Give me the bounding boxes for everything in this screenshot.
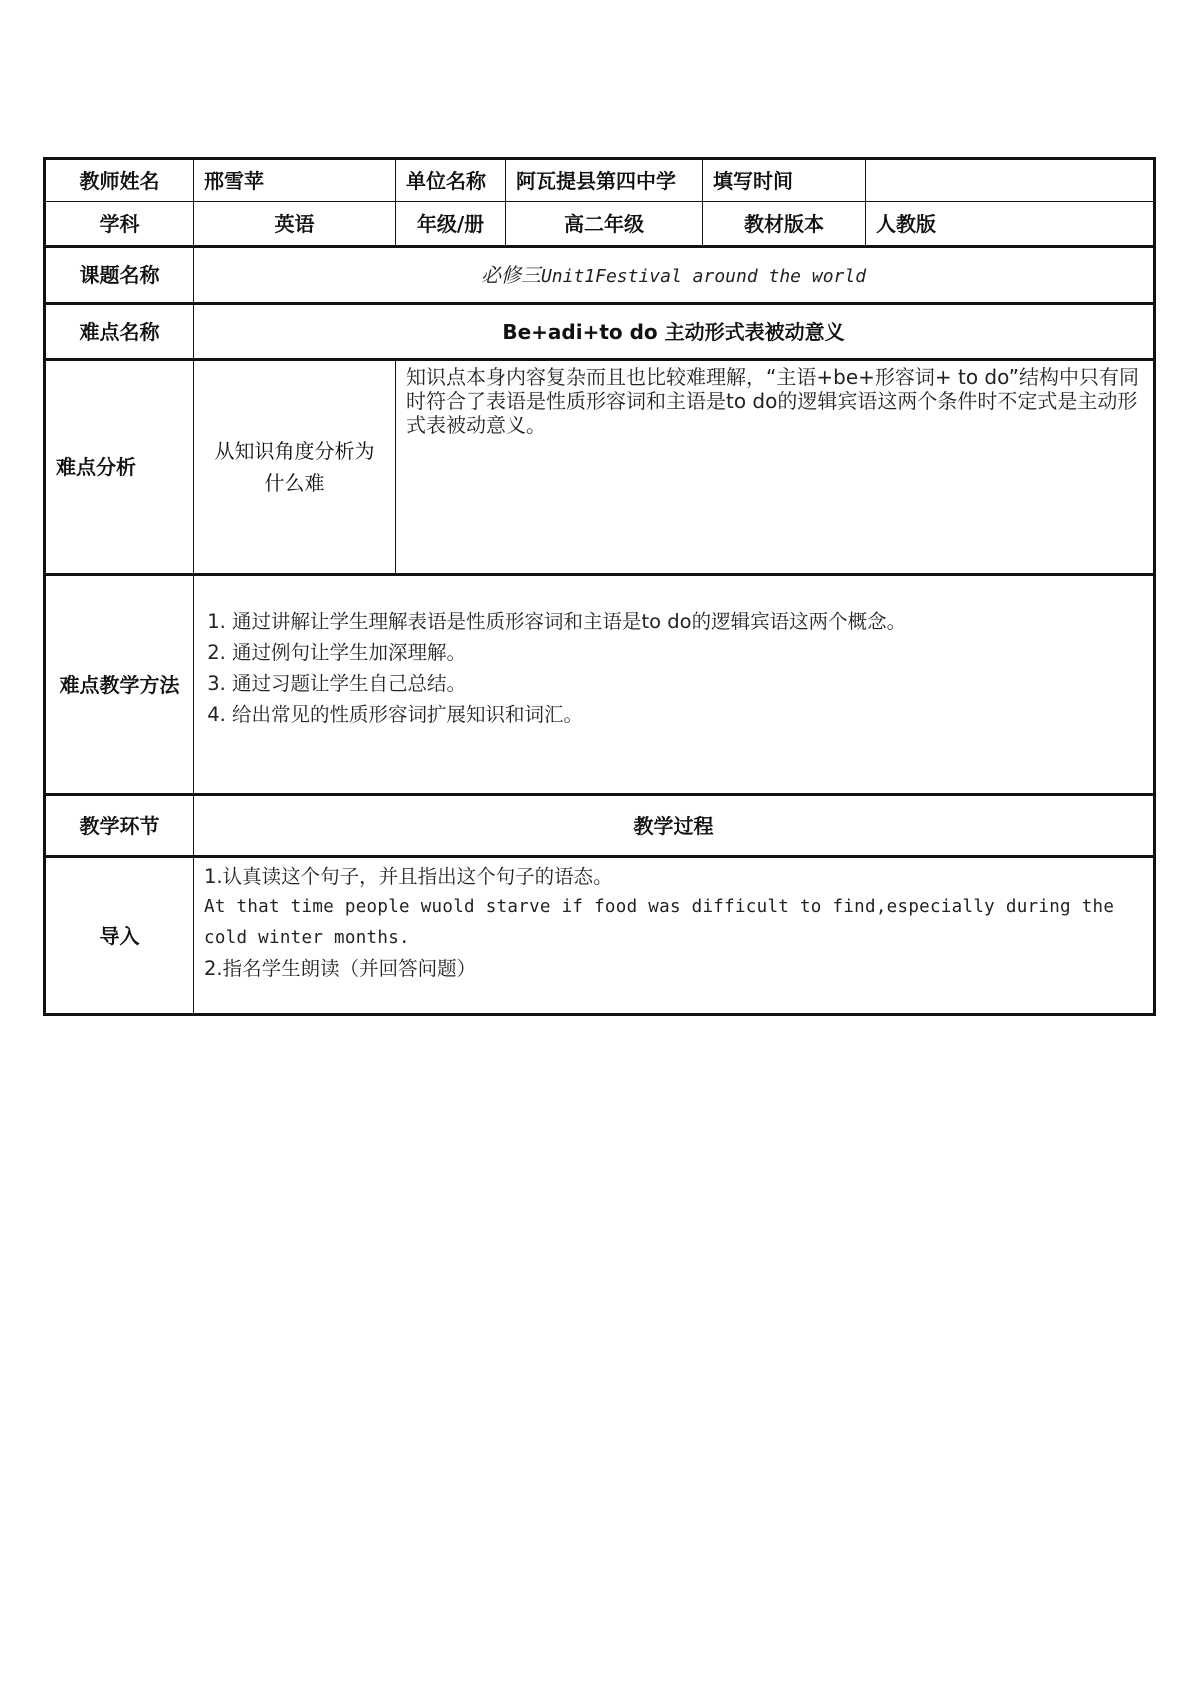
difficulty-label: 难点名称 — [45, 304, 194, 360]
analysis-angle: 从知识角度分析为什么难 — [194, 360, 396, 575]
topic-row — [45, 247, 1155, 304]
teacher-label: 教师姓名 — [45, 159, 194, 202]
topic-value-zh: 必修三 — [480, 262, 541, 287]
analysis-text: 知识点本身内容复杂而且也比较难理解，“主语+be+形容词+ to do”结构中只有同时符合了表语是性质形容词和主语是to do的逻辑宾语这两个条件时不定式是主动形式表被动意义。 — [396, 360, 1155, 575]
difficulty-value: Be+adi+to do 主动形式表被动意义 — [194, 304, 1155, 360]
methods-label: 难点教学方法 — [45, 575, 194, 795]
methods-list — [204, 606, 1143, 730]
date-value — [866, 159, 1155, 202]
analysis-row — [45, 360, 1155, 575]
edition-label: 教材版本 — [703, 202, 866, 247]
intro-line-2: At that time people wuold starve if food was difficult to find,especially during the cold winter months. — [204, 897, 1115, 948]
intro-line-3: 2.指名学生朗读（并回答问题） — [204, 957, 477, 980]
intro-label: 导入 — [45, 857, 194, 1015]
method-item: 2. 通过例句让学生加深理解。 — [232, 637, 1143, 668]
methods-list-cell — [194, 575, 1155, 795]
difficulty-row — [45, 304, 1155, 360]
intro-content — [194, 857, 1155, 1015]
analysis-label: 难点分析 — [45, 360, 194, 575]
teacher-value: 邢雪苹 — [194, 159, 396, 202]
grade-value: 高二年级 — [506, 202, 703, 247]
process-label: 教学过程 — [194, 795, 1155, 857]
topic-value-en: Unit1Festival around the world — [540, 265, 867, 287]
header-row-2 — [45, 202, 1155, 247]
date-label: 填写时间 — [703, 159, 866, 202]
grade-label: 年级/册 — [396, 202, 506, 247]
header-row-1 — [45, 159, 1155, 202]
unit-value: 阿瓦提县第四中学 — [506, 159, 703, 202]
stage-label: 教学环节 — [45, 795, 194, 857]
subject-label: 学科 — [45, 202, 194, 247]
topic-value — [194, 247, 1155, 304]
unit-label: 单位名称 — [396, 159, 506, 202]
methods-row — [45, 575, 1155, 795]
method-item: 1. 通过讲解让学生理解表语是性质形容词和主语是to do的逻辑宾语这两个概念。 — [232, 606, 1143, 637]
process-header-row — [45, 795, 1155, 857]
subject-value: 英语 — [194, 202, 396, 247]
lesson-plan-table — [43, 157, 1156, 1016]
topic-label: 课题名称 — [45, 247, 194, 304]
method-item: 4. 给出常见的性质形容词扩展知识和词汇。 — [232, 699, 1143, 730]
intro-row — [45, 857, 1155, 1015]
method-item: 3. 通过习题让学生自己总结。 — [232, 668, 1143, 699]
intro-line-1: 1.认真读这个句子，并且指出这个句子的语态。 — [204, 865, 613, 888]
edition-value: 人教版 — [866, 202, 1155, 247]
